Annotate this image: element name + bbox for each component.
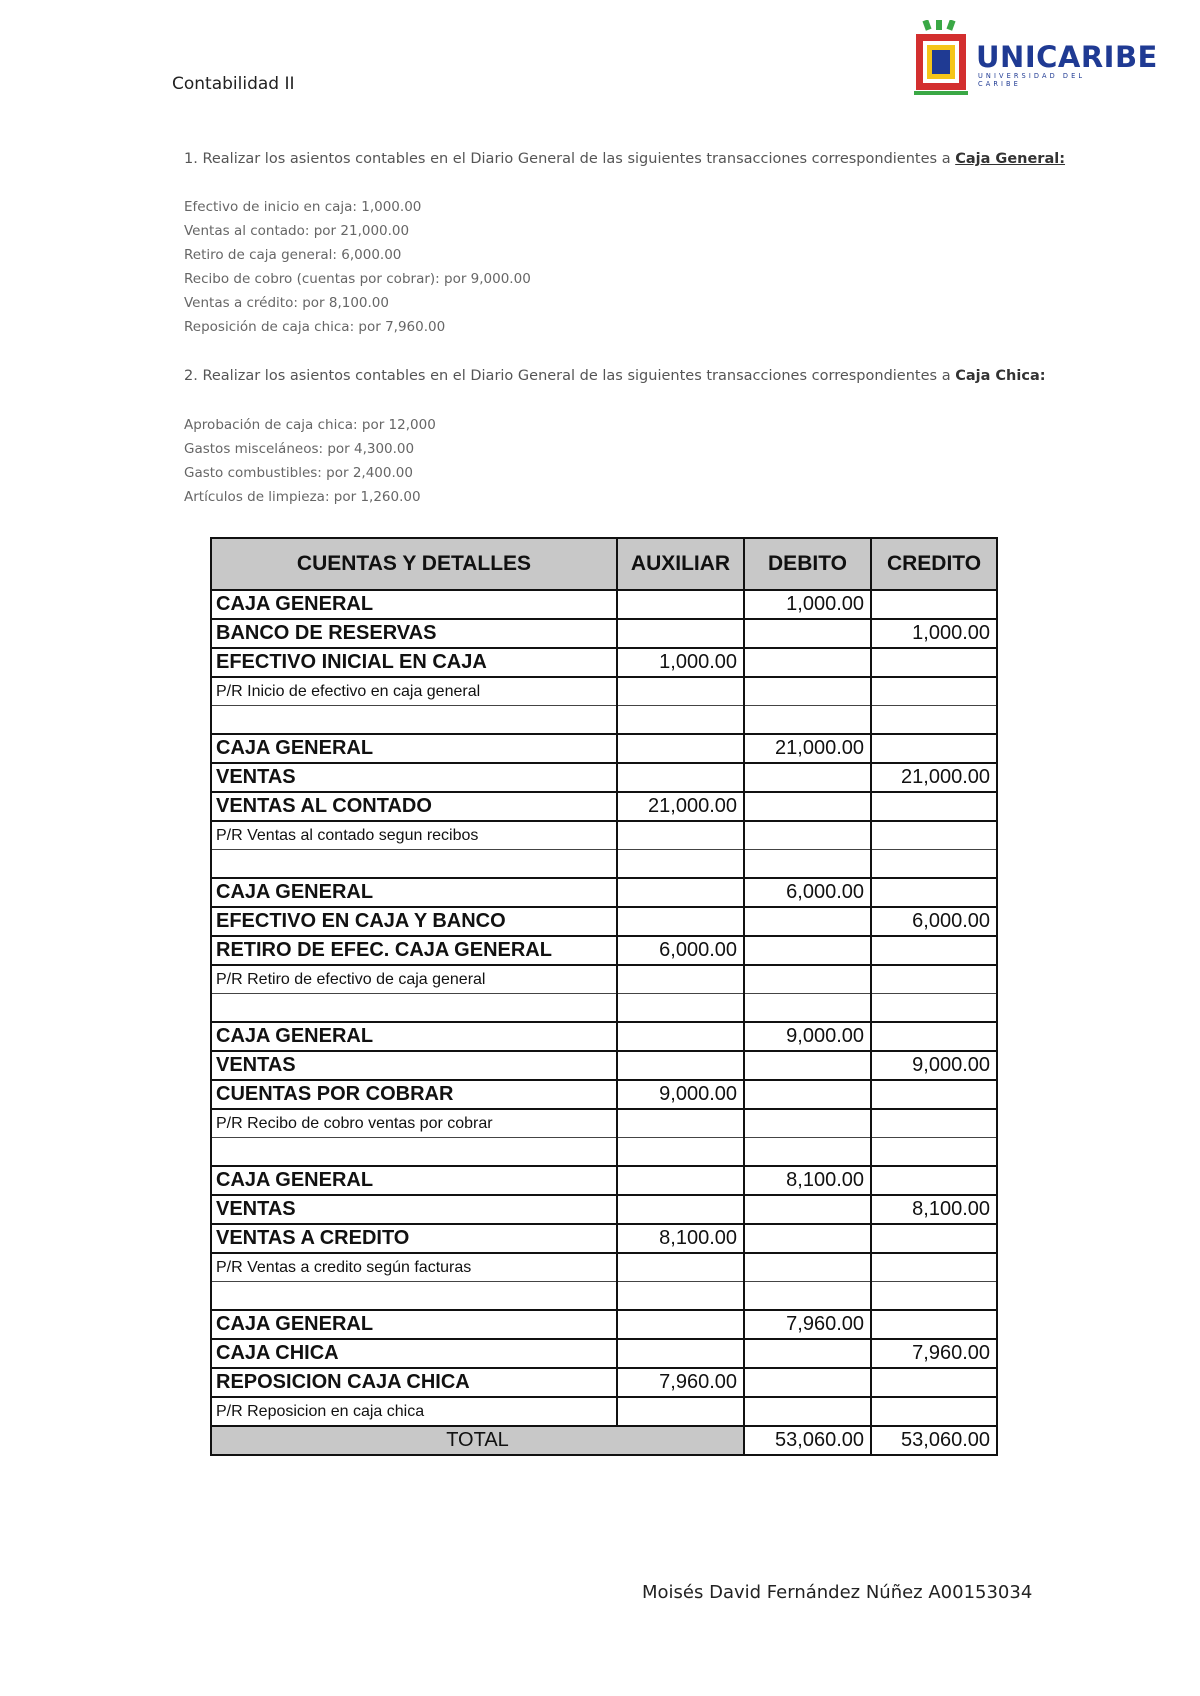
debit-cell (744, 648, 871, 677)
total-credit: 53,060.00 (871, 1426, 997, 1455)
auxiliar-cell (617, 619, 744, 648)
debit-cell (744, 1397, 871, 1426)
auxiliar-cell (617, 965, 744, 994)
debit-cell (744, 936, 871, 965)
table-row (211, 734, 997, 763)
debit-cell (744, 619, 871, 648)
auxiliar-cell (617, 1138, 744, 1167)
auxiliar-cell (617, 1051, 744, 1080)
table-row (211, 1195, 997, 1224)
header-auxiliar: AUXILIAR (617, 538, 744, 590)
list-item: Efectivo de inicio en caja: 1,000.00 (184, 199, 422, 215)
auxiliar-cell (617, 1166, 744, 1195)
table-row (211, 1397, 997, 1426)
account-cell (211, 706, 617, 735)
debit-cell: 7,960.00 (744, 1310, 871, 1339)
list-item: Gasto combustibles: por 2,400.00 (184, 465, 413, 481)
auxiliar-cell (617, 907, 744, 936)
credit-cell (871, 1109, 997, 1138)
debit-cell (744, 1051, 871, 1080)
account-cell: RETIRO DE EFEC. CAJA GENERAL (211, 936, 617, 965)
account-cell: P/R Retiro de efectivo de caja general (211, 965, 617, 994)
question-1-emphasis: Caja General: (955, 151, 1066, 167)
credit-cell: 9,000.00 (871, 1051, 997, 1080)
account-cell (211, 1282, 617, 1311)
auxiliar-cell: 21,000.00 (617, 792, 744, 821)
auxiliar-cell (617, 706, 744, 735)
auxiliar-cell (617, 878, 744, 907)
account-cell: P/R Ventas al contado segun recibos (211, 821, 617, 850)
total-label: TOTAL (211, 1426, 744, 1455)
account-cell: CUENTAS POR COBRAR (211, 1080, 617, 1109)
auxiliar-cell (617, 994, 744, 1023)
credit-cell (871, 1368, 997, 1397)
credit-cell (871, 706, 997, 735)
table-row (211, 590, 997, 619)
account-cell: VENTAS (211, 1195, 617, 1224)
table-row (211, 1109, 997, 1138)
debit-cell (744, 1368, 871, 1397)
credit-cell: 7,960.00 (871, 1339, 997, 1368)
debit-cell (744, 1224, 871, 1253)
auxiliar-cell (617, 1109, 744, 1138)
account-cell: VENTAS A CREDITO (211, 1224, 617, 1253)
question-1-text: 1. Realizar los asientos contables en el Diario General de las siguientes transacciones correspondientes a (184, 151, 956, 167)
account-cell: P/R Reposicion en caja chica (211, 1397, 617, 1426)
credit-cell: 8,100.00 (871, 1195, 997, 1224)
table-row (211, 1282, 997, 1311)
account-cell (211, 850, 617, 879)
credit-cell (871, 1138, 997, 1167)
credit-cell (871, 648, 997, 677)
header-cuentas: CUENTAS Y DETALLES (211, 538, 617, 590)
debit-cell (744, 821, 871, 850)
table-row (211, 1022, 997, 1051)
credit-cell (871, 1224, 997, 1253)
credit-cell (871, 1282, 997, 1311)
debit-cell (744, 763, 871, 792)
auxiliar-cell (617, 850, 744, 879)
credit-cell (871, 677, 997, 706)
auxiliar-cell (617, 1022, 744, 1051)
table-row (211, 850, 997, 879)
table-row (211, 878, 997, 907)
table-row (211, 792, 997, 821)
auxiliar-cell (617, 1282, 744, 1311)
account-cell: VENTAS AL CONTADO (211, 792, 617, 821)
list-item: Aprobación de caja chica: por 12,000 (184, 417, 436, 433)
table-row (211, 821, 997, 850)
auxiliar-cell (617, 763, 744, 792)
question-2-text: 2. Realizar los asientos contables en el Diario General de las siguientes transacciones correspondientes a (184, 368, 956, 384)
credit-cell (871, 965, 997, 994)
debit-cell: 8,100.00 (744, 1166, 871, 1195)
table-row (211, 706, 997, 735)
account-cell: CAJA CHICA (211, 1339, 617, 1368)
table-row (211, 1310, 997, 1339)
table-row (211, 677, 997, 706)
table-row (211, 1224, 997, 1253)
account-cell (211, 994, 617, 1023)
account-cell: REPOSICION CAJA CHICA (211, 1368, 617, 1397)
list-item: Ventas al contado: por 21,000.00 (184, 223, 410, 239)
total-row (211, 1426, 997, 1455)
table-row (211, 1080, 997, 1109)
account-cell: VENTAS (211, 1051, 617, 1080)
table-row (211, 1051, 997, 1080)
logo-subtitle: UNIVERSIDAD DEL CARIBE (978, 72, 1086, 88)
auxiliar-cell: 1,000.00 (617, 648, 744, 677)
author-footer: Moisés David Fernández Núñez A00153034 (642, 1582, 1033, 1603)
account-cell: VENTAS (211, 763, 617, 792)
credit-cell (871, 1080, 997, 1109)
credit-cell: 21,000.00 (871, 763, 997, 792)
account-cell: CAJA GENERAL (211, 1310, 617, 1339)
auxiliar-cell (617, 1253, 744, 1282)
account-cell: CAJA GENERAL (211, 1166, 617, 1195)
journal-table (210, 537, 998, 1456)
question-2 (184, 368, 1046, 384)
debit-cell (744, 994, 871, 1023)
list-item: Reposición de caja chica: por 7,960.00 (184, 319, 446, 335)
account-cell: EFECTIVO EN CAJA Y BANCO (211, 907, 617, 936)
table-row (211, 1166, 997, 1195)
debit-cell (744, 1138, 871, 1167)
table-row (211, 619, 997, 648)
debit-cell (744, 965, 871, 994)
table-row (211, 965, 997, 994)
auxiliar-cell (617, 734, 744, 763)
credit-cell (871, 1397, 997, 1426)
account-cell: P/R Inicio de efectivo en caja general (211, 677, 617, 706)
debit-cell (744, 1195, 871, 1224)
credit-cell (871, 1253, 997, 1282)
account-cell: CAJA GENERAL (211, 590, 617, 619)
debit-cell (744, 1253, 871, 1282)
table-row (211, 763, 997, 792)
question-2-emphasis: Caja Chica: (955, 368, 1046, 384)
debit-cell: 6,000.00 (744, 878, 871, 907)
account-cell: P/R Ventas a credito según facturas (211, 1253, 617, 1282)
debit-cell (744, 677, 871, 706)
credit-cell (871, 590, 997, 619)
account-cell (211, 1138, 617, 1167)
credit-cell: 6,000.00 (871, 907, 997, 936)
debit-cell (744, 850, 871, 879)
debit-cell: 1,000.00 (744, 590, 871, 619)
debit-cell (744, 1339, 871, 1368)
debit-cell (744, 1080, 871, 1109)
list-item: Retiro de caja general: 6,000.00 (184, 247, 402, 263)
auxiliar-cell (617, 590, 744, 619)
account-cell: EFECTIVO INICIAL EN CAJA (211, 648, 617, 677)
header-credito: CREDITO (871, 538, 997, 590)
auxiliar-cell: 8,100.00 (617, 1224, 744, 1253)
auxiliar-cell (617, 1397, 744, 1426)
credit-cell (871, 1022, 997, 1051)
table-row (211, 1253, 997, 1282)
list-item: Artículos de limpieza: por 1,260.00 (184, 489, 421, 505)
logo-name: UNICARIBE (976, 40, 1158, 74)
debit-cell: 21,000.00 (744, 734, 871, 763)
table-row (211, 1368, 997, 1397)
question-2-list (184, 413, 436, 509)
question-1-list (184, 195, 531, 339)
debit-cell: 9,000.00 (744, 1022, 871, 1051)
unicaribe-logo (912, 20, 1158, 96)
list-item: Recibo de cobro (cuentas por cobrar): por 9,000.00 (184, 271, 531, 287)
question-1 (184, 151, 1065, 167)
table-row (211, 1339, 997, 1368)
table-row (211, 994, 997, 1023)
header-debito: DEBITO (744, 538, 871, 590)
auxiliar-cell: 9,000.00 (617, 1080, 744, 1109)
table-row (211, 936, 997, 965)
debit-cell (744, 907, 871, 936)
credit-cell (871, 1166, 997, 1195)
credit-cell (871, 994, 997, 1023)
credit-cell (871, 878, 997, 907)
list-item: Gastos misceláneos: por 4,300.00 (184, 441, 415, 457)
auxiliar-cell (617, 1310, 744, 1339)
debit-cell (744, 1282, 871, 1311)
logo-emblem-icon (912, 20, 972, 96)
auxiliar-cell: 6,000.00 (617, 936, 744, 965)
auxiliar-cell (617, 1195, 744, 1224)
table-header-row (211, 538, 997, 590)
account-cell: P/R Recibo de cobro ventas por cobrar (211, 1109, 617, 1138)
list-item: Ventas a crédito: por 8,100.00 (184, 295, 389, 311)
table-row (211, 1138, 997, 1167)
table-body (211, 590, 997, 1426)
credit-cell: 1,000.00 (871, 619, 997, 648)
debit-cell (744, 706, 871, 735)
debit-cell (744, 792, 871, 821)
account-cell: CAJA GENERAL (211, 878, 617, 907)
credit-cell (871, 850, 997, 879)
credit-cell (871, 1310, 997, 1339)
debit-cell (744, 1109, 871, 1138)
account-cell: CAJA GENERAL (211, 734, 617, 763)
auxiliar-cell (617, 821, 744, 850)
course-title: Contabilidad II (172, 74, 295, 94)
auxiliar-cell (617, 1339, 744, 1368)
account-cell: BANCO DE RESERVAS (211, 619, 617, 648)
table-row (211, 907, 997, 936)
table-row (211, 648, 997, 677)
credit-cell (871, 936, 997, 965)
credit-cell (871, 821, 997, 850)
credit-cell (871, 734, 997, 763)
total-debit: 53,060.00 (744, 1426, 871, 1455)
credit-cell (871, 792, 997, 821)
account-cell: CAJA GENERAL (211, 1022, 617, 1051)
auxiliar-cell: 7,960.00 (617, 1368, 744, 1397)
auxiliar-cell (617, 677, 744, 706)
